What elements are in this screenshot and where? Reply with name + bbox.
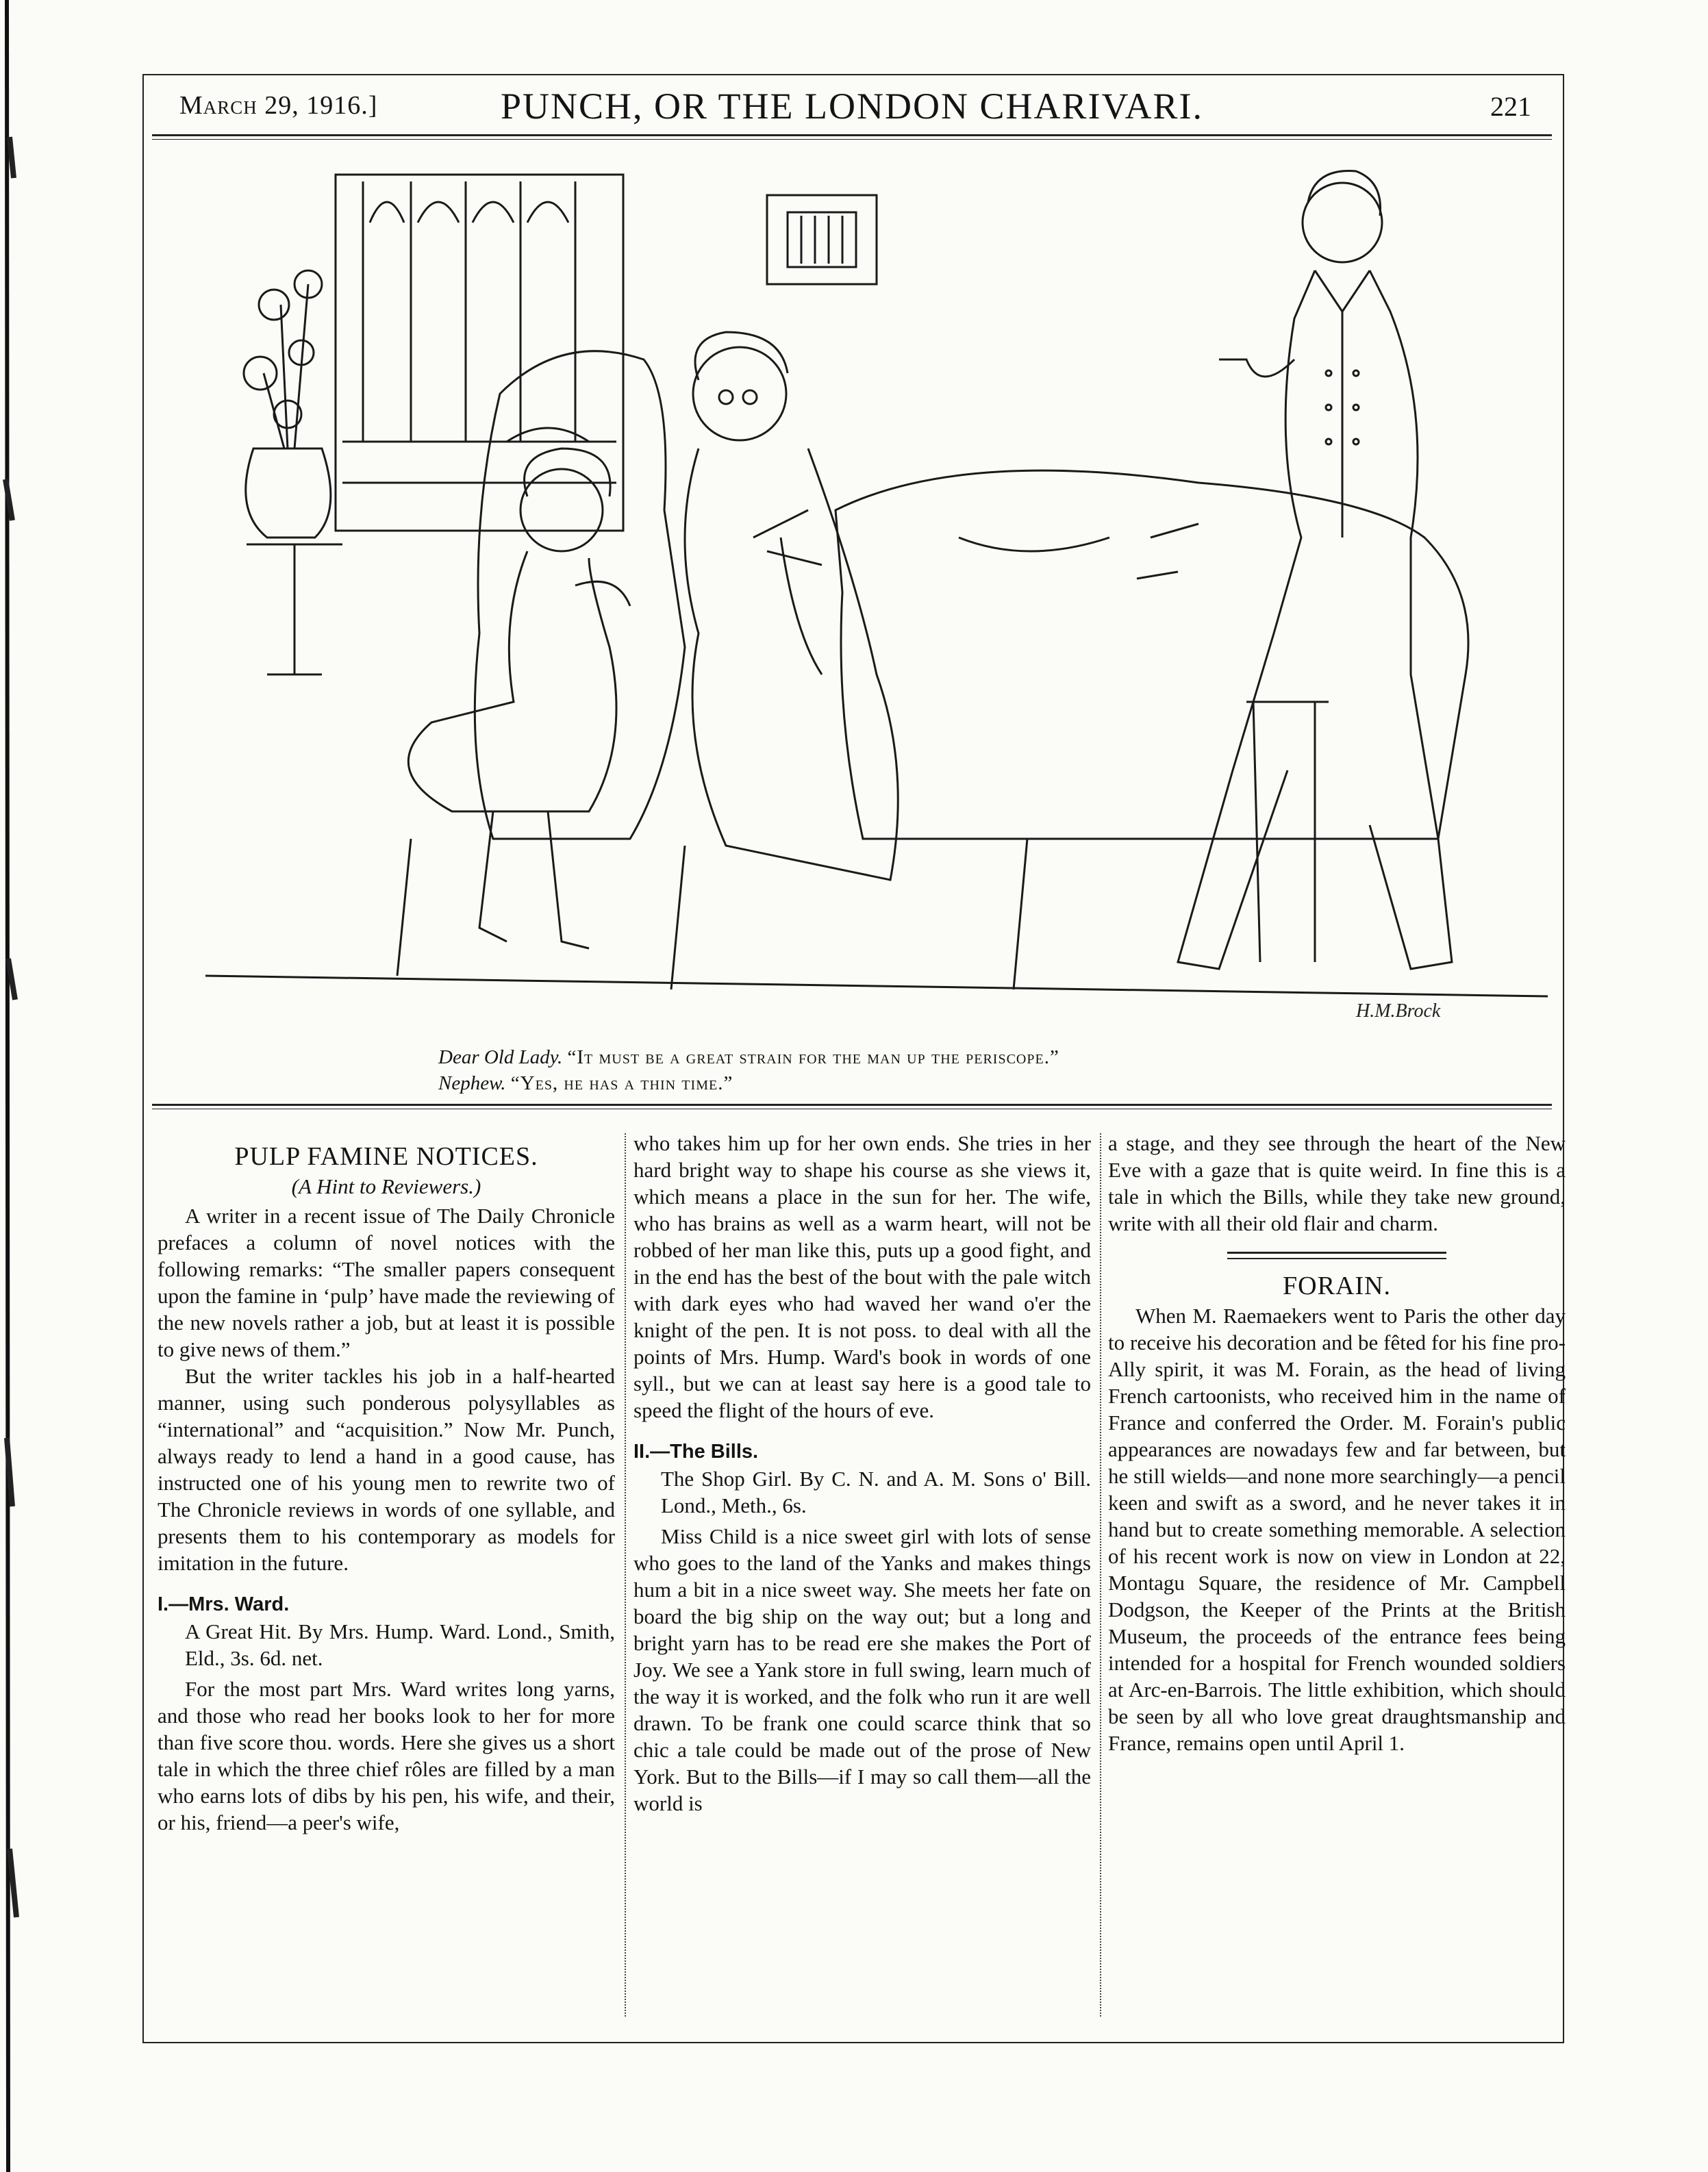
cartoon-caption xyxy=(438,1044,1059,1096)
book-entry: A Great Hit. By Mrs. Hump. Ward. Lond., Smith, Eld., 3s. 6d. net. xyxy=(185,1619,615,1670)
masthead-title: PUNCH, OR THE LONDON CHARIVARI. xyxy=(500,86,1204,127)
caption-speaker-2: Nephew. xyxy=(438,1072,506,1094)
page-number: 221 xyxy=(1490,91,1531,122)
paragraph: who takes him up for her own ends. She tries in her hard bright way to shape his course as she views it, which means a place in the sun for her. The wife, who has brains as well as a warm heart, will not be robbed of her man like this, puts up a good fight, and in the end has the best of the bout with the pale witch with dark eyes who had waved her wand o'er the knight of the pen. It is not poss. to deal with all the points of Mrs. Hump. Ward's book in words of one syll., but we can at least say here is a good tale to speed the flight of the hours of eve. xyxy=(633,1131,1091,1422)
paragraph: A writer in a recent issue of The Daily Chronicle prefaces a column of novel notices with the following remarks: “The smaller papers consequent upon the famine in ‘pulp’ have made the reviewing of the new novels rather a job, but at least it is possible to give news of them.” xyxy=(158,1204,615,1361)
caption-speaker-1: Dear Old Lady. xyxy=(438,1046,563,1068)
caption-line-1 xyxy=(438,1044,1059,1070)
column-2 xyxy=(633,1130,1091,1817)
article-heading-forain: FORAIN. xyxy=(1283,1272,1391,1300)
caption-quote-2: “Yes, he has a thin time.” xyxy=(510,1072,733,1094)
caption-rule xyxy=(152,1104,1552,1109)
artist-signature: H.M.Brock xyxy=(1356,1000,1441,1022)
issue-date: March 29, 1916.] xyxy=(179,91,378,120)
scan-edge-artifact xyxy=(0,0,27,2172)
caption-quote-1: “It must be a great strain for the man up the periscope.” xyxy=(567,1046,1059,1068)
page-header xyxy=(152,82,1552,130)
column-divider xyxy=(625,1133,627,2017)
section-heading-mrs-ward: I.—Mrs. Ward. xyxy=(158,1593,290,1615)
column-divider xyxy=(1100,1133,1102,2017)
article-heading-pulp-famine: PULP FAMINE NOTICES. xyxy=(234,1142,538,1171)
paragraph: When M. Raemaekers went to Paris the other day to receive his decoration and be fêted for his fine pro-Ally spirit, it was M. Forain, as the head of living French cartoonists, who received him in the name of France and conferred the Order. M. Forain's public appearances are nowadays few and far between, but he still wields—and none more searchingly—a pencil keen and swift as a sword, and he never takes it in hand but to create something memorable. A selection of his recent work is now on view in London at 22, Montagu Square, the residence of Mr. Campbell Dodgson, the Keeper of the Prints at the British Museum, the proceeds of the entrance fees being intended for a hospital for French wounded soldiers at Arc-en-Barrois. The little exhibition, which should be seen by all who love great draughtsmanship and France, remains open until April 1. xyxy=(1108,1304,1566,1755)
section-heading-the-bills: II.—The Bills. xyxy=(633,1441,759,1463)
book-entry: The Shop Girl. By C. N. and A. M. Sons o' Bill. Lond., Meth., 6s. xyxy=(661,1467,1091,1517)
article-separator xyxy=(1227,1252,1446,1259)
paragraph: a stage, and they see through the heart of the New Eve with a gaze that is quite weird. In fine this is a tale in which the Bills, while they take new ground, write with all their old flair and charm. xyxy=(1108,1131,1566,1235)
paragraph: For the most part Mrs. Ward writes long yarns, and those who read her books look to her for more than five score thou. words. Here she gives us a short tale in which the three chief rôles are filled by a man who earns lots of dibs by his pen, his wife, and their, or his, friend—a peer's wife, xyxy=(158,1677,615,1834)
paragraph: But the writer tackles his job in a half-hearted manner, using such ponderous polysyllables as “international” and “acquisition.” Now Mr. Punch, always ready to lend a hand in a good cause, has instructed one of his young men to rewrite two of The Chronicle reviews in words of one syllable, and presents them to his contemporary as models for imitation in the future. xyxy=(158,1364,615,1575)
paragraph: Miss Child is a nice sweet girl with lots of sense who goes to the land of the Yanks and makes things hum a bit in a nice sweet way. She meets her fate on board the big ship on the way out; but a long and bright yarn has to be read ere she makes the Port of Joy. We see a Yank store in full swing, learn much of the way it is worked, and the folk who run it are well drawn. To be frank one could scarce think that so chic a tale could be made out of the prose of New York. But to the Bills—if I may so call them—all the world is xyxy=(633,1524,1091,1815)
column-3 xyxy=(1108,1130,1566,1756)
header-rule xyxy=(152,134,1552,140)
article-subheading: (A Hint to Reviewers.) xyxy=(291,1174,481,1198)
caption-line-2 xyxy=(438,1070,1059,1096)
cartoon-illustration xyxy=(205,154,1548,1041)
column-1 xyxy=(158,1130,615,1836)
